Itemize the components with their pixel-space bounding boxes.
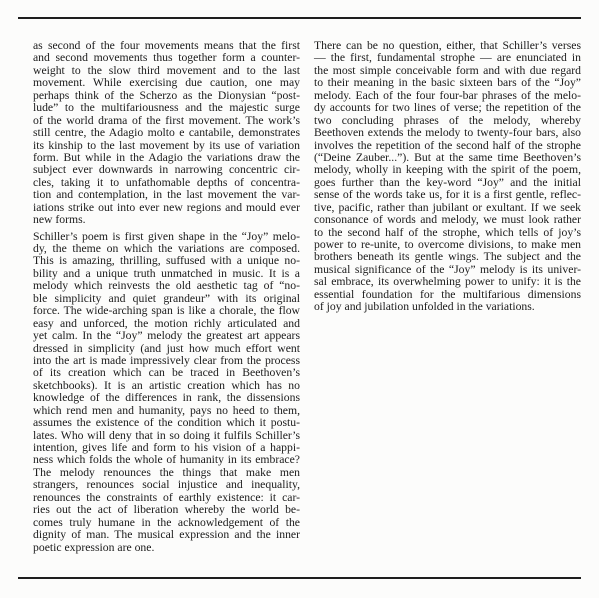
text-line: sal embrace, its overwhelming power to unify: it is the — [314, 275, 581, 289]
text-line: melody, wholly in keeping with the spirit of the poem, — [314, 163, 581, 177]
text-line: of its creation which can be traced in Beethoven’s — [33, 366, 300, 380]
text-line: melody which reinvests the old aesthetic tag of “no- — [33, 279, 300, 293]
text-line: assumes the existence of the condition which it postu- — [33, 416, 300, 430]
text-line: its kinship to the last movement by its use of variation — [33, 138, 300, 152]
text-line: still centre, the Adagio molto e cantabile, demonstrates — [33, 126, 300, 140]
text-line: into the art is made impressively clear from the process — [33, 353, 300, 367]
text-line: two concluding phrases of the melody, whereby — [314, 113, 581, 127]
text-line: cles, taking it to unfathomable depths of concentra- — [33, 175, 300, 189]
paragraph — [33, 40, 300, 227]
text-line: movement. While exercising due caution, one may — [33, 76, 300, 90]
text-line: comes truly humane in the acknowledgement of the — [33, 515, 300, 529]
text-line: strangers, renounces social injustice and inequality, — [33, 478, 300, 492]
text-line: which rend men and humanity, pays no heed to them, — [33, 403, 300, 417]
text-line: consonance of words and melody, we must look rather — [314, 213, 581, 227]
text-line: iations strike out into ever new regions and mould ever — [33, 200, 300, 214]
text-line: yet calm. In the “Joy” melody the greatest art appears — [33, 329, 300, 343]
text-line: bility and a unique truth unmatched in music. It is a — [33, 266, 300, 280]
text-line: poetic expression are one. — [33, 540, 155, 554]
text-line: ries out the act of liberation whereby the world be- — [33, 503, 300, 517]
text-line: lude” to the multifariousness and the majestic surge — [33, 101, 300, 115]
text-line: to their meaning in the basic sixteen bars of the “Joy” — [314, 76, 581, 90]
text-line: knowledge of the differences in rank, the dissensions — [33, 391, 300, 405]
text-line: sense of the words take us, for it is a first gentle, reflec- — [314, 188, 581, 202]
text-line: tion and contemplation, in the last movement the var- — [33, 188, 300, 202]
text-line: renounces the constraints of earthly existence: it car- — [33, 490, 300, 504]
text-line: dy accounts for two lines of verse; the repetition of the — [314, 101, 581, 115]
text-line: essential foundation for the multifarious dimensions — [314, 287, 581, 301]
text-line: There can be no question, either, that Schiller’s verses — [314, 39, 581, 52]
text-line: weight to the slow third movement and to the last — [33, 63, 300, 77]
text-line: melody. Each of the four four-bar phrases of the melo- — [314, 88, 581, 102]
text-line: — the first, fundamental strophe — are enunciated in — [314, 51, 581, 65]
paragraph — [33, 231, 300, 554]
right-column — [314, 40, 581, 314]
left-column — [33, 40, 300, 554]
text-line: ble simplicity and quiet grandeur” with its original — [33, 291, 300, 305]
top-rule — [18, 17, 581, 19]
text-line: form. But while in the Adagio the variations draw the — [33, 150, 300, 164]
text-line: dignity of man. The musical expression and the inner — [33, 528, 300, 542]
text-line: Beethoven extends the melody to twenty-four bars, also — [314, 126, 581, 140]
text-line: intention, gives life and form to his vision of a happi- — [33, 441, 300, 454]
text-line: and second movements thus together form a counter- — [33, 51, 300, 65]
text-line: force. The wide-arching span is like a chorale, the flow — [33, 304, 300, 318]
text-line: The melody renounces the things that make men — [33, 465, 300, 479]
text-line: to the second half of the strophe, which tells of joy’s — [314, 225, 581, 239]
text-line: as second of the four movements means that the first — [33, 39, 300, 52]
text-line: (“Deine Zauber...”). But at the same time Beethoven’s — [314, 150, 581, 164]
text-line: This is amazing, thrilling, suffused with a unique no- — [33, 254, 300, 268]
bottom-rule — [18, 577, 581, 579]
text-line: subject ever downwards in narrowing concentric cir- — [33, 163, 300, 177]
text-line: Schiller’s poem is first given shape in the “Joy” melo- — [33, 229, 300, 243]
text-line: musical significance of the “Joy” melody is its univer- — [314, 262, 581, 276]
text-line: new forms. — [33, 213, 86, 227]
text-line: dy, the theme on which the variations are composed. — [33, 242, 300, 255]
text-line: of joy and jubilation unfolded in the variations. — [314, 300, 535, 314]
text-line: power to re-unite, to overcome divisions, to make men — [314, 238, 581, 251]
text-line: brothers beneath its gentle wings. The subject and the — [314, 250, 581, 264]
text-line: involves the repetition of the second half of the strophe — [314, 138, 581, 152]
text-line: sketchbooks). It is an artistic creation which has no — [33, 378, 300, 392]
text-line: the most simple conceivable form and with due regard — [314, 63, 581, 77]
text-line: perhaps think of the Scherzo as the Dionysian “post- — [33, 88, 300, 102]
paragraph — [314, 40, 581, 314]
text-line: goes further than the key-word “Joy” and the initial — [314, 175, 581, 189]
text-line: lates. Who will deny that in so doing it fulfils Schiller’s — [33, 428, 300, 442]
text-line: dressed in simplicity (and just how much effort went — [33, 341, 300, 355]
text-line: ness which folds the whole of humanity in its embrace? — [33, 453, 300, 467]
text-line: tive, pacific, rather than jubilant or exultant. If we seek — [314, 200, 581, 214]
text-line: of the world drama of the first movement. The work’s — [33, 113, 300, 127]
text-line: easy and unforced, the motion richly articulated and — [33, 316, 300, 330]
